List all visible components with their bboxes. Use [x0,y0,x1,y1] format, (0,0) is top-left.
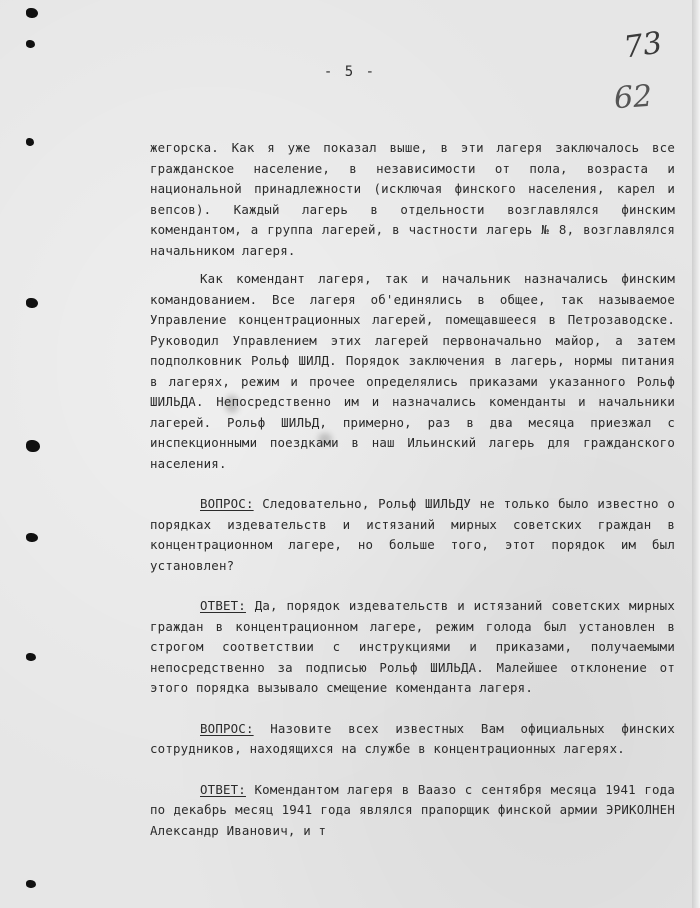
paragraph: жегорска. Как я уже показал выше, в эти лагеря заключалось все гражданское население, в независимости от пола, возраста и национальной принадлежности (исключая финского населения, карел и вепсов). Каждый лагерь в отдельности возглавлялся финским комендантом, а группа лагерей, в частности лагерь № 8, возглавлялся начальником лагеря. [150,140,675,258]
answer-label: ОТВЕТ: [200,598,246,613]
answer-text: Да, порядок издевательств и истязаний советских мирных граждан в концентрационном лагере, режим голода был установлен в строгом соответствии с инструкциями и приказами, получаемыми непосредственно за подписью Рольф ШИЛЬДА. Малейшее отклонение от этого порядка вызывало смещение коменданта лагеря. [150,598,675,695]
answer-block [150,780,675,842]
punch-hole [26,440,40,452]
punch-hole [26,533,38,542]
punch-hole [26,298,38,308]
answer-block [150,596,675,699]
question-text: Следовательно, Рольф ШИЛЬДУ не только было известно о порядках издевательств и истязаний мирных советских граждан в концентрационном лагере, но больше того, этот порядок им был установлен? [150,496,675,573]
handwritten-sheet-number: 62 [612,78,654,117]
punch-hole [26,880,36,888]
question-label: ВОПРОС: [200,496,254,511]
question-block [150,719,675,760]
punch-hole [26,40,35,48]
question-block [150,494,675,576]
answer-text: Комендантом лагеря в Ваазо с сентября месяца 1941 года по декабрь месяц 1941 года являлся прапорщик финской армии ЭРИКОЛНЕН Александр Иванович, и т [150,781,675,838]
punch-hole [26,653,36,661]
punch-hole [26,8,38,18]
question-label: ВОПРОС: [200,720,254,736]
answer-label: ОТВЕТ: [200,781,246,797]
handwritten-page-number: 73 [621,25,665,66]
page-number: - 5 - [323,64,377,80]
page-edge [692,0,700,908]
punch-hole [26,138,34,146]
document-body [150,138,675,841]
question-text: Назовите всех известных Вам официальных финских сотрудников, находящихся на службе в концентрационных лагерях. [150,720,675,756]
paragraph: Как комендант лагеря, так и начальник назначались финским командованием. Все лагеря об'единялись в общее, так называемое Управление концентрационных лагерей, помещавшееся в Петрозаводске. Руководил Управлением этих лагерей первоначально майор, а затем подполковник Рольф ШИЛД. Порядок заключения в лагерь, нормы питания в лагерях, режим и прочее определялись приказами указанного Рольф ШИЛЬДА. Непосредственно им и назначались коменданты и начальники лагерей. Рольф ШИЛЬД, примерно, раз в два месяца приезжал с инспекционными поездками в наш Ильинский лагерь для гражданского населения. [150,271,675,471]
